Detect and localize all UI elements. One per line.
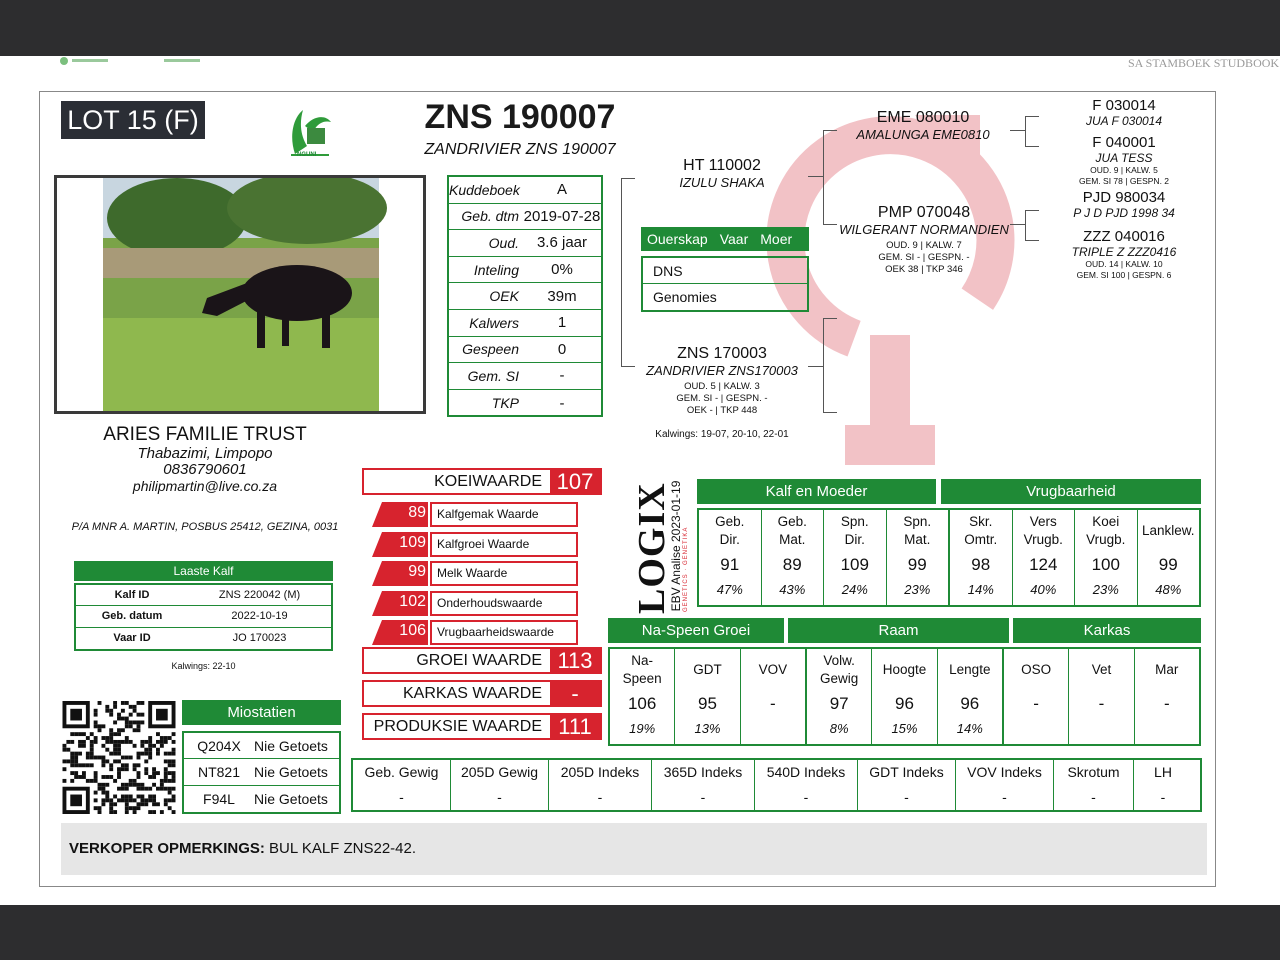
miostatien-key: NT821 xyxy=(197,763,241,780)
pedigree-bracket xyxy=(1025,240,1039,241)
laaste-kalf-value: JO 170023 xyxy=(232,632,287,645)
indeks-column xyxy=(549,760,652,810)
miostatien-key: F94L xyxy=(203,790,235,807)
laaste-kalf-row xyxy=(76,585,331,606)
ebv-accuracy: 23% xyxy=(904,582,931,597)
ebv-column-header xyxy=(1138,510,1200,552)
stat-row xyxy=(449,283,601,310)
ebv-header-line: Omtr. xyxy=(964,532,998,547)
groei-waarde-box: GROEI WAARDE 113 xyxy=(362,647,602,674)
ouerskap-row: DNS xyxy=(643,258,807,284)
pedigree-bracket xyxy=(808,366,823,367)
sub-value-number: 89 xyxy=(408,504,426,521)
ebv-header-line: GDT xyxy=(693,662,722,677)
owner-name: ARIES FAMILIE TRUST xyxy=(103,424,307,445)
ebv-header-line: Mat. xyxy=(904,532,931,547)
ebv-accuracy: 8% xyxy=(829,721,849,736)
ebv-column-header xyxy=(938,649,1002,691)
animal-id: ZNS 190007 xyxy=(424,98,616,136)
ebv-header-line: Speen xyxy=(622,671,662,686)
pedigree-bracket xyxy=(1025,116,1026,146)
koeiwaarde-box: KOEIWAARDE 107 xyxy=(362,468,602,495)
indeks-value: - xyxy=(1091,789,1096,805)
vrugbaarheid-header: Vrugbaarheid xyxy=(941,479,1201,504)
cow-photo-icon xyxy=(57,178,423,411)
ebv-header-line: Na- xyxy=(631,653,654,668)
pedigree-sd-sire[interactable]: PJD 980034 P J D PJD 1998 34 xyxy=(1073,189,1175,220)
owner-address: P/A MNR A. MARTIN, POSBUS 25412, GEZINA, 0031 xyxy=(71,521,339,533)
ebv-column xyxy=(887,510,951,605)
indeks-value: - xyxy=(803,789,809,805)
pedigree-bracket xyxy=(823,412,837,413)
studbook-logo: SA STAMBOEK STUDBOOK xyxy=(1128,56,1280,70)
sub-value-number: 102 xyxy=(399,592,426,610)
pedigree-bracket xyxy=(621,178,622,366)
owner-block xyxy=(60,424,350,494)
ebv-header-line: Geb. xyxy=(715,514,745,529)
ebv-value: 100 xyxy=(1091,555,1120,574)
indeks-header: GDT Indeks xyxy=(869,764,944,780)
ebv-header-line: Volw. xyxy=(823,653,855,668)
ebv-header-line: Lengte xyxy=(949,662,991,677)
ouerskap-row: Genomies xyxy=(653,289,717,305)
ebv-accuracy: 19% xyxy=(629,721,656,736)
ebv-column xyxy=(872,649,937,744)
indeks-value: - xyxy=(399,789,404,805)
ebv-top-grid xyxy=(697,508,1201,607)
animal-photo xyxy=(54,175,426,414)
sub-value-label: Melk Waarde xyxy=(430,561,578,586)
ebv-accuracy: 47% xyxy=(716,582,743,597)
ebv-accuracy xyxy=(1069,717,1133,741)
indeks-column xyxy=(451,760,549,810)
ebv-header-line: Koei xyxy=(1092,514,1120,529)
ebv-header-line: Dir. xyxy=(719,532,740,547)
indeks-header: Skrotum xyxy=(1067,764,1120,780)
produksie-waarde-box: PRODUKSIE WAARDE 111 xyxy=(362,713,602,740)
stat-row xyxy=(449,204,601,231)
stat-value: 0% xyxy=(551,261,573,279)
ebv-value: 96 xyxy=(895,694,914,713)
pedigree-dam[interactable]: ZNS 170003 ZANDRIVIER ZNS170003 OUD. 5 | KALW. 3 GEM. SI - | GESPN. - OEK - | TKP 448 xyxy=(646,345,798,416)
bottom-dark-bar xyxy=(0,905,1280,960)
sub-value-row xyxy=(372,532,578,557)
ebv-accuracy xyxy=(1135,717,1199,741)
stat-key: Kuddeboek xyxy=(449,181,520,198)
indeks-column xyxy=(858,760,956,810)
ebv-column xyxy=(699,510,762,605)
ebv-value: - xyxy=(1033,694,1039,713)
ebv-value: 99 xyxy=(1158,555,1178,574)
laaste-kalf-key: Geb. datum xyxy=(101,610,163,623)
ebv-header-line: Hoogte xyxy=(882,662,927,677)
indeks-header: 540D Indeks xyxy=(766,764,846,780)
ebv-column-header xyxy=(807,649,871,691)
ebv-column xyxy=(1135,649,1199,744)
ebv-value: 124 xyxy=(1029,555,1058,574)
laaste-kalf-row xyxy=(76,606,331,627)
ebv-accuracy: 13% xyxy=(694,721,721,736)
dam-kalwings: Kalwings: 19-07, 20-10, 22-01 xyxy=(655,429,789,440)
indeks-value: - xyxy=(497,789,502,805)
laaste-kalf-kalwings: Kalwings: 22-10 xyxy=(171,661,236,671)
miostatien-value: Nie Getoets xyxy=(254,737,328,754)
indeks-column xyxy=(652,760,755,810)
indeks-column xyxy=(1054,760,1134,810)
stat-row xyxy=(449,337,601,364)
naspeen-header: Na-Speen Groei xyxy=(608,618,784,643)
ebv-header-line: Lanklew. xyxy=(1141,523,1195,538)
ebv-accuracy: 14% xyxy=(956,721,983,736)
lot-badge: LOT 15 (F) xyxy=(61,101,205,139)
indeks-value: - xyxy=(700,789,706,805)
stat-row xyxy=(449,390,601,417)
stat-value: 2019-07-28 xyxy=(523,207,601,225)
ebv-column xyxy=(741,649,807,744)
pedigree-bracket xyxy=(823,318,824,412)
indeks-header: 205D Indeks xyxy=(560,764,640,780)
ebv-accuracy: 40% xyxy=(1030,582,1057,597)
header-logos-icon xyxy=(56,56,216,68)
pedigree-sire-sire[interactable]: EME 080010 AMALUNGA EME0810 xyxy=(856,109,990,142)
indeks-column xyxy=(353,760,451,810)
ebv-header-line: Mar xyxy=(1155,662,1179,677)
ebv-column-header xyxy=(1135,649,1199,691)
sub-value-tag xyxy=(372,502,430,527)
ebv-column-header xyxy=(741,649,805,691)
indeks-value: - xyxy=(1160,789,1166,805)
ebv-header-line: Skr. xyxy=(969,514,993,529)
indeks-value: - xyxy=(904,789,909,805)
ebv-accuracy: 23% xyxy=(1092,582,1119,597)
ebv-value: - xyxy=(769,694,776,713)
ebv-header-line: Geb. xyxy=(777,514,807,529)
sub-value-label: Vrugbaarheidswaarde xyxy=(430,620,578,645)
ebv-column xyxy=(1069,649,1134,744)
stat-value: A xyxy=(556,181,567,199)
stat-value: - xyxy=(559,394,565,412)
ebv-value: 106 xyxy=(627,694,657,713)
pedigree-bracket xyxy=(823,224,837,225)
sub-value-label: Kalfgroei Waarde xyxy=(430,532,578,557)
ebv-value: - xyxy=(1098,694,1105,713)
ebv-accuracy xyxy=(1004,717,1068,741)
ebv-accuracy: 24% xyxy=(841,582,868,597)
ebv-column-header xyxy=(1004,649,1068,691)
kalf-moeder-header: Kalf en Moeder xyxy=(697,479,936,504)
stat-value: 0 xyxy=(557,340,567,358)
ebv-column-header xyxy=(610,649,674,691)
ebv-value: 95 xyxy=(698,694,717,713)
miostatien-value: Nie Getoets xyxy=(254,763,328,780)
stat-value: 3.6 jaar xyxy=(536,234,588,252)
stat-row xyxy=(449,257,601,284)
ebv-column xyxy=(1013,510,1076,605)
miostatien-row xyxy=(184,759,339,785)
indeks-grid xyxy=(351,758,1202,812)
indeks-header: LH xyxy=(1154,764,1172,780)
sub-value-row xyxy=(372,620,578,645)
pedigree-bracket xyxy=(621,366,635,367)
nguni-logo: NGUNI xyxy=(283,106,335,164)
indeks-header: VOV Indeks xyxy=(967,764,1042,780)
ebv-column-header xyxy=(887,510,949,552)
stat-value: 1 xyxy=(557,314,567,332)
ebv-column xyxy=(824,510,887,605)
ebv-header-line: Spn. xyxy=(903,514,932,529)
ouerskap-header: Ouerskap Vaar Moer xyxy=(641,227,809,251)
ebv-column-header xyxy=(950,510,1012,552)
ebv-accuracy: 14% xyxy=(967,582,994,597)
indeks-column xyxy=(956,760,1054,810)
ebv-value: 91 xyxy=(720,555,740,574)
ebv-column xyxy=(762,510,825,605)
stat-key: Geb. dtm xyxy=(461,208,519,225)
ebv-column-header xyxy=(824,510,886,552)
sub-value-tag xyxy=(372,591,430,616)
stat-key: Gem. SI xyxy=(467,367,519,384)
ebv-header-line: Spn. xyxy=(840,514,869,529)
ebv-value: 97 xyxy=(829,694,849,713)
sub-value-row xyxy=(372,502,578,527)
sub-value-number: 99 xyxy=(408,563,426,580)
stat-key: Inteling xyxy=(473,261,519,278)
ebv-header-line: OSO xyxy=(1021,662,1052,677)
ebv-value: 99 xyxy=(907,555,927,574)
pedigree-bracket xyxy=(621,178,635,179)
laaste-kalf-row xyxy=(76,628,331,649)
animal-name: ZANDRIVIER ZNS 190007 xyxy=(424,141,616,158)
indeks-header: Geb. Gewig xyxy=(364,764,439,780)
ebv-column-header xyxy=(1075,510,1137,552)
miostatien-key: Q204X xyxy=(197,737,241,754)
stat-key: OEK xyxy=(489,288,519,305)
laaste-kalf-value: 2022-10-19 xyxy=(231,610,288,623)
stat-key: TKP xyxy=(491,395,519,412)
pedigree-bracket xyxy=(823,318,837,319)
qr-code-icon[interactable] xyxy=(61,701,177,814)
pedigree-ss-dam[interactable]: F 040001 JUA TESS OUD. 9 | KALW. 5 GEM. SI 78 | GESPN. 2 xyxy=(1078,134,1170,186)
ebv-column xyxy=(938,649,1004,744)
indeks-header: 205D Gewig xyxy=(460,764,539,780)
pedigree-bracket xyxy=(1010,224,1025,225)
ebv-mid-grid xyxy=(608,647,1201,746)
owner-phone: 0836790601 xyxy=(163,461,247,478)
laaste-kalf-value: ZNS 220042 (M) xyxy=(218,589,301,602)
ebv-column xyxy=(610,649,675,744)
stat-row xyxy=(449,177,601,204)
sub-value-row xyxy=(372,561,578,586)
ebv-header-line: Mat. xyxy=(779,532,806,547)
ebv-column-header xyxy=(762,510,824,552)
ebv-value: 98 xyxy=(971,555,991,574)
stat-key: Kalwers xyxy=(469,314,519,331)
karkas-header: Karkas xyxy=(1013,618,1201,643)
ebv-accuracy xyxy=(741,717,805,741)
ebv-header-line: Gewig xyxy=(820,671,859,686)
top-dark-bar xyxy=(0,0,1280,56)
ebv-column-header xyxy=(699,510,761,552)
miostatien-table xyxy=(182,731,341,814)
pedigree-bracket xyxy=(1025,210,1039,211)
ebv-column-header xyxy=(1069,649,1133,691)
ebv-column-header xyxy=(872,649,936,691)
raam-header: Raam xyxy=(788,618,1009,643)
laaste-kalf-key: Kalf ID xyxy=(114,589,150,602)
pedigree-sire[interactable]: HT 110002 IZULU SHAKA xyxy=(679,157,765,190)
sub-value-number: 109 xyxy=(399,533,426,551)
sub-value-tag xyxy=(372,561,430,586)
stat-value: 39m xyxy=(547,287,577,305)
miostatien-header: Miostatien xyxy=(182,700,341,725)
ebv-value: 96 xyxy=(960,694,980,713)
indeks-value: - xyxy=(597,789,603,805)
ebv-column xyxy=(1138,510,1200,605)
sub-value-tag xyxy=(372,620,430,645)
ebv-header-line: Vrugb. xyxy=(1086,532,1126,547)
owner-place: Thabazimi, Limpopo xyxy=(137,445,273,462)
laaste-kalf-key: Vaar ID xyxy=(113,632,151,645)
ebv-column-header xyxy=(1013,510,1075,552)
ebv-column xyxy=(807,649,872,744)
sub-value-label: Kalfgemak Waarde xyxy=(430,502,578,527)
pedigree-ss-sire[interactable]: F 030014 JUA F 030014 xyxy=(1085,97,1163,128)
laaste-kalf-table xyxy=(74,583,333,651)
ebv-column xyxy=(1075,510,1138,605)
miostatien-value: Nie Getoets xyxy=(254,790,328,807)
ebv-column-header xyxy=(675,649,739,691)
pedigree-sd-dam[interactable]: ZZZ 040016 TRIPLE Z ZZZ0416 OUD. 14 | KALW. 10 GEM. SI 100 | GESPN. 6 xyxy=(1071,228,1177,280)
ebv-value: 89 xyxy=(782,555,802,574)
stat-row xyxy=(449,230,601,257)
stat-key: Oud. xyxy=(488,234,519,251)
ouerskap-table xyxy=(641,256,809,312)
ebv-value: 109 xyxy=(840,555,869,574)
indeks-value: - xyxy=(1002,789,1007,805)
miostatien-row xyxy=(184,733,339,759)
pedigree-sire-dam[interactable]: PMP 070048 WILGERANT NORMANDIEN OUD. 9 | KALW. 7 GEM. SI - | GESPN. - OEK 38 | TKP 346 xyxy=(839,204,1009,275)
pedigree-bracket xyxy=(1025,116,1039,117)
ebv-value: - xyxy=(1163,694,1170,713)
stat-value: - xyxy=(559,367,565,385)
pedigree-bracket xyxy=(1010,130,1025,131)
pedigree-bracket xyxy=(823,130,824,224)
laaste-kalf-header: Laaste Kalf xyxy=(74,561,333,581)
ebv-header-line: Vers xyxy=(1029,514,1057,529)
stat-row xyxy=(449,363,601,390)
ebv-header-line: Vrugb. xyxy=(1023,532,1063,547)
pedigree-bracket xyxy=(823,130,837,131)
ebv-column xyxy=(675,649,740,744)
ebv-column xyxy=(1004,649,1069,744)
animal-stats-table xyxy=(447,175,603,417)
ebv-accuracy: 48% xyxy=(1155,582,1182,597)
seller-remarks: VERKOPER OPMERKINGS: BUL KALF ZNS22-42. xyxy=(61,823,1207,875)
ebv-column xyxy=(950,510,1013,605)
sub-value-label: Onderhoudswaarde xyxy=(430,591,578,616)
ebv-header-line: Dir. xyxy=(844,532,865,547)
sub-value-row xyxy=(372,591,578,616)
sub-value-tag xyxy=(372,532,430,557)
ebv-accuracy: 43% xyxy=(779,582,806,597)
indeks-column xyxy=(755,760,858,810)
pedigree-bracket xyxy=(808,176,823,177)
pedigree-bracket xyxy=(1025,210,1026,240)
stat-row xyxy=(449,310,601,337)
owner-email[interactable]: philipmartin@live.co.za xyxy=(132,478,278,494)
pedigree-bracket xyxy=(1025,146,1039,147)
ebv-header-line: Vet xyxy=(1091,662,1112,677)
ebv-header-line: VOV xyxy=(758,662,788,677)
indeks-column xyxy=(1134,760,1192,810)
ebv-accuracy: 15% xyxy=(891,721,918,736)
stat-key: Gespeen xyxy=(462,341,519,358)
sub-value-number: 106 xyxy=(399,622,426,639)
logix-logo: LOGIX GENETICS · GENETIKA EBV Analise 2023-01-19 xyxy=(631,480,689,614)
indeks-header: 365D Indeks xyxy=(663,764,743,780)
miostatien-row xyxy=(184,786,339,812)
karkas-waarde-box: KARKAS WAARDE - xyxy=(362,680,602,707)
